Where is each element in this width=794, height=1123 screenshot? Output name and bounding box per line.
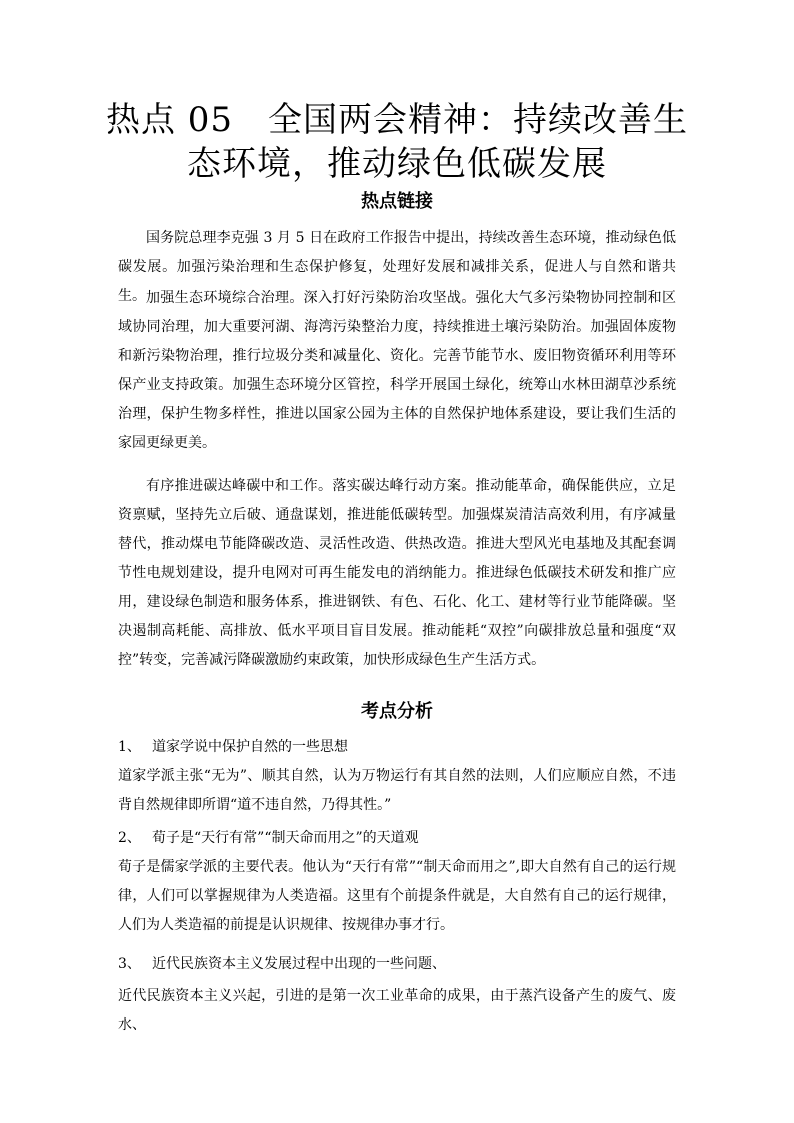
paragraph-ecological-governance: 加强生态环境综合治理。深入打好污染防治攻坚战。强化大气多污染物协同控制和区域协同治理，加大重要河湖、海湾污染整治力度，持续推进土壤污染防治。加强固体废物和新污染物治理，推行垃圾分类和减量化、资化。完善节能节水、废旧物资循环利用等环保产业支持政策。加强生态环境分区管控，科学开展国土绿化，统筹山水林田湖草沙系统治理，保护生物多样性，推进以国家公园为主体的自然保护地体系建设，要让我们生活的家园更绿更美。 xyxy=(118,290,676,451)
item-number: 2、 xyxy=(118,830,141,846)
section-heading-hotspot-links: 热点链接 xyxy=(361,191,433,212)
analysis-item-text-1: 道家学派主张“无为”、顺其自然，认为万物运行有其自然的法则，人们应顺应自然，不违背自然规律即所谓“道不违自然，乃得其性。” xyxy=(118,768,676,813)
item-title: 道家学说中保护自然的一些思想 xyxy=(152,739,348,755)
page-title: 热点 05 全国两会精神：持续改善生态环境，推动绿色低碳发展 xyxy=(105,100,689,184)
item-title: 荀子是“天行有常”“制天命而用之”的天道观 xyxy=(152,830,419,846)
analysis-item-title-3 xyxy=(118,950,676,979)
analysis-item-title-2 xyxy=(118,824,676,853)
section-heading-analysis: 考点分析 xyxy=(361,701,433,722)
analysis-item-text-2: 荀子是儒家学派的主要代表。他认为“天行有常”“制天命而用之”,即大自然有自己的运行规律，人们可以掌握规律为人类造福。这里有个前提条件就是，大自然有自己的运行规律，人们为人类造福的前提是认识规律、按规律办事才行。 xyxy=(118,859,676,933)
analysis-item-text-3: 近代民族资本主义兴起，引进的是第一次工业革命的成果，由于蒸汽设备产生的废气、废水、 xyxy=(118,988,676,1033)
item-title: 近代民族资本主义发展过程中出现的一些问题、 xyxy=(152,956,446,972)
item-number: 3、 xyxy=(118,956,141,972)
analysis-item-title-1 xyxy=(118,733,676,762)
paragraph-carbon-neutrality: 有序推进碳达峰碳中和工作。落实碳达峰行动方案。推动能革命，确保能供应，立足资禀赋，坚持先立后破、通盘谋划，推进能低碳转型。加强煤炭清洁高效利用，有序减量替代，推动煤电节能降碳改造、灵活性改造、供热改造。推进大型风光电基地及其配套调节性电规划建设，提升电网对可再生能发电的消纳能力。推进绿色低碳技术研发和推广应用，建设绿色制造和服务体系，推进钢铁、有色、石化、化工、建材等行业节能降碳。坚决遏制高耗能、高排放、低水平项目盲目发展。推动能耗“双控”向碳排放总量和强度“双控”转变，完善减污降碳激励约束政策，加快形成绿色生产生活方式。 xyxy=(118,478,676,668)
item-number: 1、 xyxy=(118,739,141,755)
paragraph-intro: 国务院总理李克强 3 月 5 日在政府工作报告中提出，持续改善生态环境，推动绿色低碳发展。加强污染治理和生态保护修复，处理好发展和减排关系，促进人与自然和谐共生。 xyxy=(118,230,676,304)
